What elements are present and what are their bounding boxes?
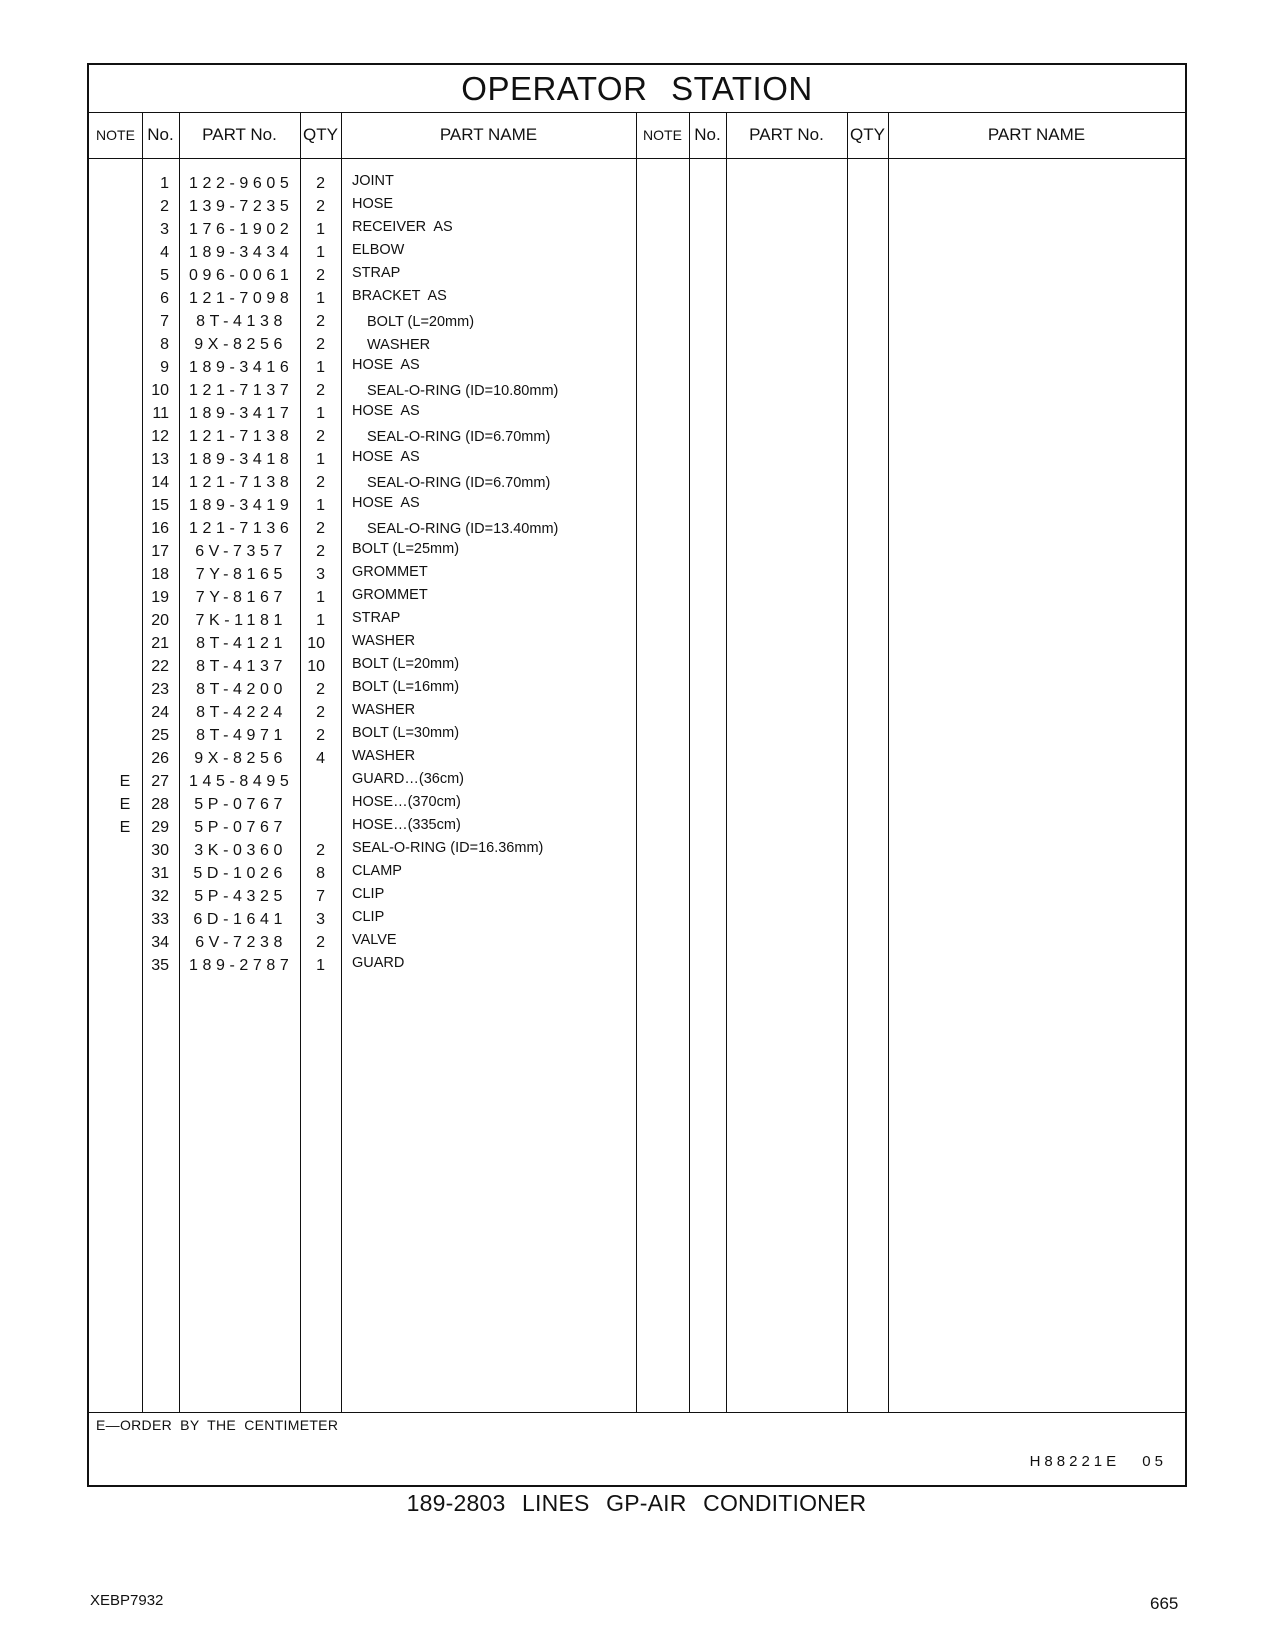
row-part-name: HOSE…(335cm): [352, 817, 461, 833]
row-quantity: 2: [316, 842, 325, 859]
row-part-number: 8T-4121: [196, 635, 287, 652]
row-part-number: 8T-4971: [196, 727, 287, 744]
table-row: [89, 264, 1185, 287]
row-part-name: SEAL-O-RING (ID=16.36mm): [352, 840, 544, 856]
row-part-number: 7K-1181: [195, 612, 287, 629]
row-quantity: 1: [316, 405, 325, 422]
row-part-number: 6V-7238: [195, 934, 287, 951]
footer-note: E—ORDER BY THE CENTIMETER: [96, 1417, 339, 1433]
row-item-number: 16: [151, 520, 169, 537]
row-item-number: 11: [152, 405, 169, 422]
row-quantity: 4: [316, 750, 325, 767]
row-note: E: [119, 773, 131, 790]
row-part-name: HOSE…(370cm): [352, 794, 461, 810]
row-item-number: 33: [151, 911, 169, 928]
row-part-name: BOLT (L=20mm): [352, 656, 460, 672]
row-quantity: 1: [316, 589, 325, 606]
row-note: [117, 494, 133, 517]
table-row: [89, 931, 1185, 954]
row-part-name: JOINT: [352, 173, 394, 189]
header-part-no-left: PART No.: [202, 125, 277, 144]
row-part-number: 139-7235: [189, 198, 294, 215]
row-quantity: 8: [316, 865, 325, 882]
row-quantity: 2: [316, 175, 325, 192]
header-no-right: No.: [694, 125, 721, 144]
table-row: [89, 954, 1185, 977]
row-part-number: 189-3418: [189, 451, 294, 468]
row-item-number: 8: [160, 336, 169, 353]
row-part-name: BRACKET AS: [352, 288, 447, 304]
row-item-number: 17: [151, 543, 169, 560]
row-item-number: 14: [151, 474, 169, 491]
table-row: [89, 724, 1185, 747]
page-number: 665: [1150, 1594, 1179, 1613]
parts-list-frame: [87, 63, 1187, 1487]
header-qty-left: QTY: [303, 125, 338, 144]
table-row: [89, 448, 1185, 471]
row-item-number: 35: [151, 957, 169, 974]
row-item-number: 20: [151, 612, 169, 629]
row-quantity: 1: [316, 221, 325, 238]
row-part-name: HOSE: [352, 196, 394, 212]
row-part-number: 176-1902: [189, 221, 294, 238]
row-quantity: 1: [316, 497, 325, 514]
row-quantity: 1: [316, 612, 325, 629]
row-quantity: 2: [316, 382, 325, 399]
row-quantity: [289, 816, 325, 839]
row-part-number: 121-7136: [189, 520, 294, 537]
row-part-number: 121-7138: [189, 428, 294, 445]
row-quantity: 2: [316, 681, 325, 698]
table-row: [89, 241, 1185, 264]
row-item-number: 30: [151, 842, 169, 859]
table-row: [89, 195, 1185, 218]
figure-caption: 189-2803 LINES GP-AIR CONDITIONER: [406, 1490, 867, 1516]
table-row: [89, 494, 1185, 517]
row-part-number: 5P-4325: [194, 888, 287, 905]
row-note: E: [119, 819, 131, 836]
row-quantity: 1: [316, 957, 325, 974]
row-note: [117, 218, 133, 241]
row-item-number: 25: [151, 727, 169, 744]
row-part-name: WASHER: [352, 633, 416, 649]
row-part-number: 189-2787: [189, 957, 294, 974]
row-note: [117, 724, 133, 747]
row-quantity: 2: [316, 520, 325, 537]
row-quantity: 2: [316, 704, 325, 721]
row-quantity: 1: [316, 290, 325, 307]
row-item-number: 7: [160, 313, 169, 330]
header-note-right: NOTE: [643, 127, 682, 143]
row-part-number: 122-9605: [189, 175, 294, 192]
row-item-number: 10: [151, 382, 169, 399]
table-row: [89, 425, 1185, 448]
row-quantity: 2: [316, 198, 325, 215]
row-note: [117, 517, 133, 540]
row-part-name: HOSE AS: [352, 357, 420, 373]
row-part-number: 6D-1641: [193, 911, 287, 928]
row-part-number: 121-7098: [189, 290, 294, 307]
row-part-number: 121-7137: [189, 382, 294, 399]
row-part-number: 9X-8256: [194, 750, 287, 767]
row-part-number: 189-3419: [189, 497, 294, 514]
row-note: [117, 678, 133, 701]
row-item-number: 1: [160, 175, 169, 192]
row-part-name: SEAL-O-RING (ID=6.70mm): [367, 475, 551, 491]
row-item-number: 32: [151, 888, 169, 905]
row-item-number: 12: [151, 428, 169, 445]
row-part-name: VALVE: [352, 932, 397, 948]
row-part-number: 121-7138: [189, 474, 294, 491]
row-part-number: 5D-1026: [193, 865, 287, 882]
table-row: [89, 770, 1185, 793]
table-row: [89, 885, 1185, 908]
table-row: [89, 586, 1185, 609]
row-part-name: BOLT (L=16mm): [352, 679, 460, 695]
row-note: [117, 471, 133, 494]
row-quantity: 10: [307, 658, 325, 675]
row-note: [117, 655, 133, 678]
row-note: [117, 609, 133, 632]
row-note: [117, 931, 133, 954]
row-item-number: 18: [151, 566, 169, 583]
table-row: [89, 517, 1185, 540]
row-part-number: 8T-4200: [196, 681, 287, 698]
row-part-name: SEAL-O-RING (ID=13.40mm): [367, 521, 559, 537]
row-quantity: 7: [316, 888, 325, 905]
row-item-number: 13: [151, 451, 169, 468]
row-note: [117, 425, 133, 448]
row-note: [117, 862, 133, 885]
header-note-left: NOTE: [96, 127, 135, 143]
table-row: [89, 356, 1185, 379]
row-quantity: 2: [316, 727, 325, 744]
table-row: [89, 678, 1185, 701]
table-row: [89, 218, 1185, 241]
table-row: [89, 908, 1185, 931]
row-part-name: RECEIVER AS: [352, 219, 453, 235]
row-item-number: 26: [151, 750, 169, 767]
row-part-name: STRAP: [352, 265, 401, 281]
row-part-name: CLIP: [352, 909, 385, 925]
row-item-number: 2: [160, 198, 169, 215]
row-note: [117, 310, 133, 333]
table-row: [89, 540, 1185, 563]
row-item-number: 4: [160, 244, 169, 261]
row-part-name: WASHER: [352, 748, 416, 764]
table-row: [89, 172, 1185, 195]
row-note: [117, 172, 133, 195]
row-note: [117, 356, 133, 379]
row-quantity: 10: [307, 635, 325, 652]
row-part-number: 189-3416: [189, 359, 294, 376]
row-part-number: 189-3417: [189, 405, 294, 422]
publication-number: XEBP7932: [90, 1592, 164, 1609]
row-part-number: 9X-8256: [194, 336, 287, 353]
row-part-number: 096-0061: [189, 267, 294, 284]
header-qty-right: QTY: [850, 125, 885, 144]
header-part-no-right: PART No.: [749, 125, 824, 144]
row-part-name: GUARD: [352, 955, 405, 971]
table-row: [89, 632, 1185, 655]
row-quantity: 2: [316, 543, 325, 560]
row-quantity: 3: [316, 911, 325, 928]
row-item-number: 21: [151, 635, 169, 652]
row-part-name: WASHER: [367, 337, 431, 353]
table-row: [89, 609, 1185, 632]
table-row: [89, 816, 1185, 839]
row-item-number: 22: [151, 658, 169, 675]
footer-divider: [89, 1412, 1185, 1413]
row-part-name: SEAL-O-RING (ID=6.70mm): [367, 429, 551, 445]
row-note: [117, 333, 133, 356]
row-note: [117, 563, 133, 586]
row-note: [117, 540, 133, 563]
row-note: [117, 264, 133, 287]
row-quantity: 2: [316, 336, 325, 353]
row-note: E: [119, 796, 131, 813]
row-part-name: ELBOW: [352, 242, 405, 258]
document-code: H88221E 05: [1029, 1453, 1167, 1470]
row-part-name: HOSE AS: [352, 449, 420, 465]
row-note: [117, 586, 133, 609]
column-header-row: [89, 112, 1185, 159]
row-item-number: 34: [151, 934, 169, 951]
header-part-name-right: PART NAME: [987, 125, 1086, 144]
row-item-number: 28: [151, 796, 169, 813]
row-quantity: 2: [316, 267, 325, 284]
row-part-number: 5P-0767: [194, 819, 287, 836]
row-item-number: 3: [160, 221, 169, 238]
row-part-number: 8T-4224: [196, 704, 287, 721]
row-part-number: 189-3434: [189, 244, 294, 261]
page-title: OPERATOR STATION: [89, 65, 1185, 113]
row-part-name: GUARD…(36cm): [352, 771, 464, 787]
row-item-number: 6: [160, 290, 169, 307]
row-part-number: 8T-4137: [196, 658, 287, 675]
row-note: [117, 701, 133, 724]
row-note: [117, 241, 133, 264]
row-quantity: 1: [316, 451, 325, 468]
table-row: [89, 839, 1185, 862]
row-item-number: 5: [160, 267, 169, 284]
row-part-name: CLIP: [352, 886, 385, 902]
row-quantity: 1: [316, 359, 325, 376]
row-quantity: [289, 770, 325, 793]
table-row: [89, 287, 1185, 310]
row-part-number: 7Y-8165: [195, 566, 287, 583]
row-note: [117, 954, 133, 977]
row-item-number: 27: [151, 773, 169, 790]
header-part-name-left: PART NAME: [439, 125, 538, 144]
row-item-number: 24: [151, 704, 169, 721]
row-item-number: 29: [151, 819, 169, 836]
row-part-number: 8T-4138: [196, 313, 287, 330]
table-row: [89, 701, 1185, 724]
table-row: [89, 563, 1185, 586]
row-quantity: 3: [316, 566, 325, 583]
row-quantity: [289, 793, 325, 816]
table-row: [89, 379, 1185, 402]
row-part-number: 145-8495: [189, 773, 294, 790]
row-part-number: 3K-0360: [194, 842, 287, 859]
row-item-number: 9: [160, 359, 169, 376]
row-part-name: SEAL-O-RING (ID=10.80mm): [367, 383, 559, 399]
header-no-left: No.: [147, 125, 174, 144]
row-note: [117, 908, 133, 931]
table-row: [89, 402, 1185, 425]
row-item-number: 23: [151, 681, 169, 698]
row-note: [117, 379, 133, 402]
row-item-number: 15: [151, 497, 169, 514]
row-part-name: WASHER: [352, 702, 416, 718]
row-part-name: HOSE AS: [352, 403, 420, 419]
row-item-number: 31: [151, 865, 169, 882]
row-quantity: 2: [316, 934, 325, 951]
row-note: [117, 885, 133, 908]
table-row: [89, 310, 1185, 333]
row-part-name: CLAMP: [352, 863, 402, 879]
row-note: [117, 632, 133, 655]
row-part-number: 6V-7357: [195, 543, 287, 560]
table-row: [89, 793, 1185, 816]
row-part-name: HOSE AS: [352, 495, 420, 511]
table-row: [89, 471, 1185, 494]
row-quantity: 1: [316, 244, 325, 261]
row-part-number: 5P-0767: [194, 796, 287, 813]
row-part-number: 7Y-8167: [195, 589, 287, 606]
row-part-name: BOLT (L=20mm): [367, 314, 475, 330]
row-note: [117, 747, 133, 770]
row-quantity: 2: [316, 428, 325, 445]
row-quantity: 2: [316, 313, 325, 330]
row-part-name: GROMMET: [352, 587, 428, 603]
row-note: [117, 839, 133, 862]
row-note: [117, 448, 133, 471]
row-part-name: STRAP: [352, 610, 401, 626]
table-row: [89, 747, 1185, 770]
row-part-name: GROMMET: [352, 564, 428, 580]
row-part-name: BOLT (L=30mm): [352, 725, 460, 741]
row-note: [117, 287, 133, 310]
row-note: [117, 402, 133, 425]
row-item-number: 19: [151, 589, 169, 606]
table-row: [89, 655, 1185, 678]
row-note: [117, 195, 133, 218]
row-part-name: BOLT (L=25mm): [352, 541, 460, 557]
table-row: [89, 862, 1185, 885]
row-quantity: 2: [316, 474, 325, 491]
table-row: [89, 333, 1185, 356]
